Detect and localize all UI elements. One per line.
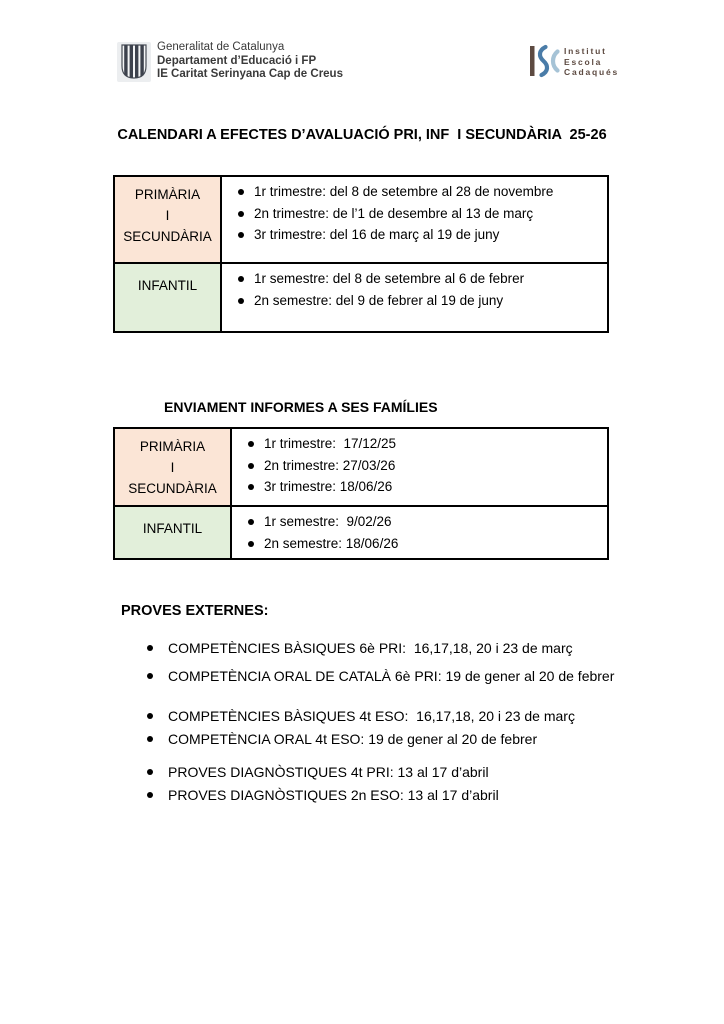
- list-item: [248, 533, 603, 555]
- generalitat-department: Departament d’Educació i FP: [157, 54, 317, 67]
- bullet-icon: [238, 232, 244, 238]
- table-row: [114, 506, 608, 559]
- label-line: SECUNDÀRIA: [128, 481, 217, 496]
- bullet-icon: [147, 769, 153, 775]
- generalitat-text-block: [157, 41, 343, 82]
- list-item: [147, 763, 499, 782]
- generalitat-shield-icon: [117, 42, 151, 82]
- bullet-icon: [147, 645, 153, 651]
- list-item: [147, 730, 575, 749]
- list-item: [147, 639, 614, 658]
- list-item-text: PROVES DIAGNÒSTIQUES 2n ESO: 13 al 17 d’abril: [168, 787, 499, 803]
- bullet-icon: [248, 519, 254, 525]
- institut-escola-cadaques-text: [564, 46, 619, 78]
- label-line: SECUNDÀRIA: [123, 229, 212, 244]
- list-item: [238, 290, 603, 312]
- list-item-text: 3r trimestre: 18/06/26: [264, 479, 393, 494]
- proves-group-6e-pri: [147, 639, 614, 686]
- label-line: INFANTIL: [137, 278, 198, 293]
- list-item-text: 2n semestre: del 9 de febrer al 19 de juny: [254, 292, 504, 308]
- list-item-text: 1r semestre: 9/02/26: [264, 514, 392, 529]
- evaluation-calendar-table: [113, 175, 609, 333]
- table-row: [114, 428, 608, 506]
- list-item: [248, 455, 603, 477]
- proves-section-heading: PROVES EXTERNES:: [121, 603, 269, 619]
- cell-infantil: [114, 506, 231, 559]
- cell-semestre-dates: [231, 506, 608, 559]
- list-item-text: 1r semestre: del 8 de setembre al 6 de febrer: [254, 271, 525, 286]
- label-line: I: [165, 208, 170, 223]
- semestre-dates-list: [232, 507, 607, 554]
- iec-line-cadaques: Cadaqués: [564, 67, 620, 77]
- list-item-text: 2n semestre: 18/06/26: [264, 535, 399, 551]
- bullet-icon: [248, 441, 254, 447]
- iec-line-institut: Institut: [564, 46, 607, 56]
- list-item: [238, 181, 603, 203]
- bullet-icon: [147, 713, 153, 719]
- list-item: [147, 667, 614, 686]
- semestre-list: [222, 264, 607, 311]
- bullet-icon: [248, 484, 254, 490]
- list-item-text: 2n trimestre: 27/03/26: [264, 457, 396, 473]
- label-line: I: [170, 460, 175, 475]
- list-item: [238, 268, 603, 290]
- list-item-text: COMPETÈNCIES BÀSIQUES 6è PRI: 16,17,18, 20 i 23 de març: [168, 640, 573, 656]
- trimestre-dates-list: [232, 429, 607, 498]
- proves-group-4t-eso: [147, 707, 575, 749]
- cell-primaria-secundaria: [114, 176, 221, 263]
- list-item: [147, 707, 575, 726]
- bullet-icon: [238, 276, 244, 282]
- list-item: [248, 511, 603, 533]
- list-item-text: 1r trimestre: 17/12/25: [264, 436, 397, 451]
- label-line: PRIMÀRIA: [134, 187, 201, 202]
- list-item: [238, 203, 603, 225]
- bullet-icon: [238, 189, 244, 195]
- institut-escola-cadaques-icon: [529, 44, 561, 78]
- list-item: [238, 224, 603, 246]
- proves-group-diagnostiques: [147, 763, 499, 805]
- bullet-icon: [238, 298, 244, 304]
- cell-trimestres: [221, 176, 608, 263]
- bullet-icon: [147, 736, 153, 742]
- cell-primaria-secundaria: [114, 428, 231, 506]
- informes-section-heading: ENVIAMENT INFORMES A SES FAMÍLIES: [164, 399, 438, 415]
- generalitat-name: Generalitat de Catalunya: [157, 41, 285, 53]
- list-item: [248, 433, 603, 455]
- table-row: [114, 263, 608, 332]
- list-item: [248, 476, 603, 498]
- cell-trimestre-dates: [231, 428, 608, 506]
- informes-table: [113, 427, 609, 560]
- list-item-text: COMPETÈNCIES BÀSIQUES 4t ESO: 16,17,18, 20 i 23 de març: [168, 708, 575, 724]
- label-line: INFANTIL: [142, 521, 203, 536]
- cell-infantil: [114, 263, 221, 332]
- trimestre-list: [222, 177, 607, 246]
- list-item: [147, 786, 499, 805]
- bullet-icon: [238, 211, 244, 217]
- bullet-icon: [248, 463, 254, 469]
- list-item-text: 3r trimestre: del 16 de març al 19 de juny: [254, 227, 500, 242]
- list-item-text: COMPETÈNCIA ORAL DE CATALÀ 6è PRI: 19 de gener al 20 de febrer: [168, 668, 615, 684]
- label-line: PRIMÀRIA: [139, 439, 206, 454]
- list-item-text: 1r trimestre: del 8 de setembre al 28 de novembre: [254, 184, 554, 199]
- list-item-text: PROVES DIAGNÒSTIQUES 4t PRI: 13 al 17 d’abril: [168, 764, 489, 780]
- cell-semestres: [221, 263, 608, 332]
- iec-line-escola: Escola: [564, 56, 603, 67]
- bullet-icon: [147, 673, 153, 679]
- table-row: [114, 176, 608, 263]
- list-item-text: COMPETÈNCIA ORAL 4t ESO: 19 de gener al 20 de febrer: [168, 731, 538, 747]
- bullet-icon: [248, 541, 254, 547]
- bullet-icon: [147, 792, 153, 798]
- page-title: CALENDARI A EFECTES D’AVALUACIÓ PRI, INF I SECUNDÀRIA 25-26: [117, 127, 607, 143]
- school-name: IE Caritat Serinyana Cap de Creus: [157, 68, 343, 80]
- list-item-text: 2n trimestre: de l’1 de desembre al 13 de març: [254, 205, 534, 221]
